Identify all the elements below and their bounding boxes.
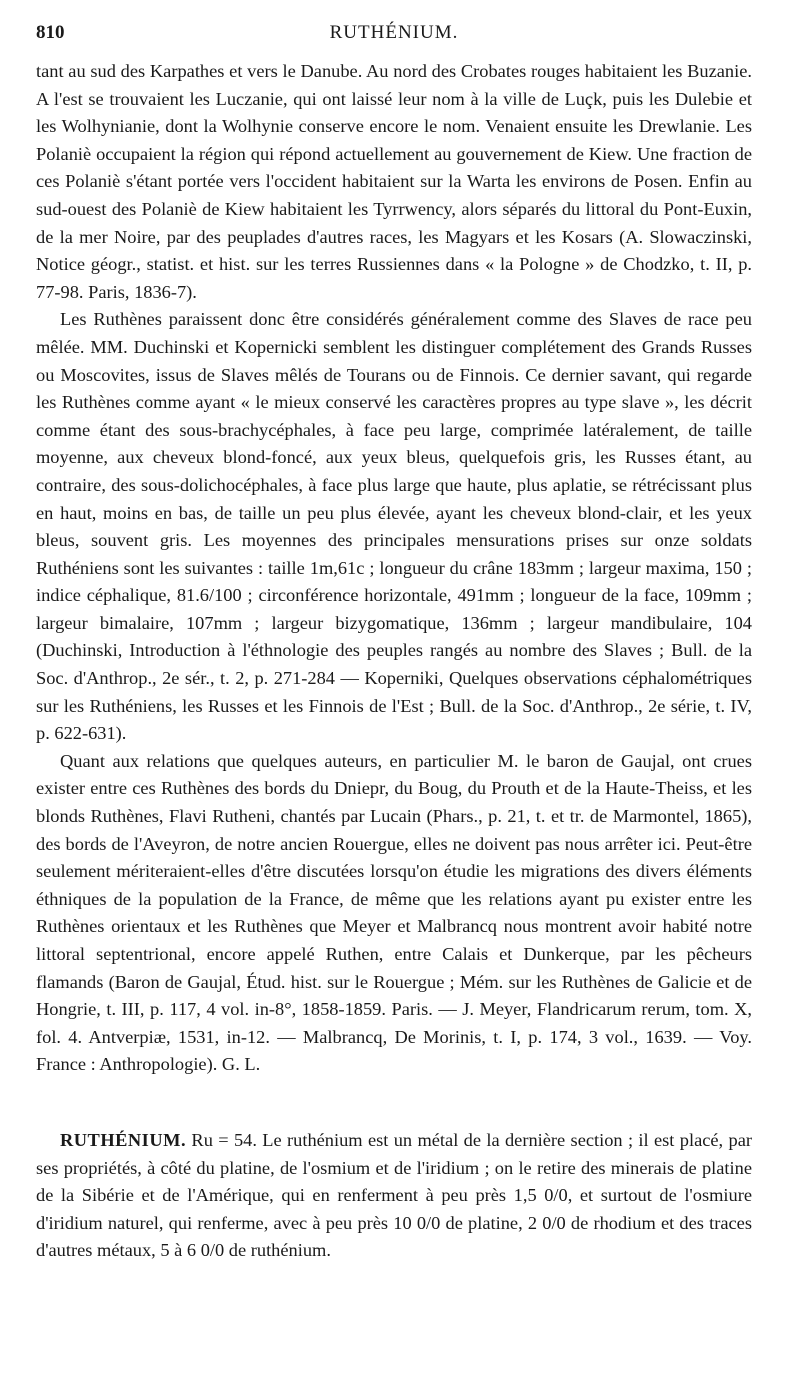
paragraph-ruthenes-2: Les Ruthènes paraissent donc être considérés généralement comme des Slaves de race peu mêlée. MM. Duchinski et Kopernicki semblent les distinguer complétement des Grands Russes ou Moscovites, issus de Slaves mêlés de Tourans ou de Finnois. Ce dernier savant, qui regarde les Ruthènes comme ayant « le mieux conservé les caractères propres au type slave », les décrit comme étant des sous-brachycéphales, à face peu large, comprimée latéralement, de taille moyenne, aux cheveux blond-foncé, aux yeux bleus, quelquefois gris, les Russes étant, au contraire, des sous-dolichocéphales, à face plus large que haute, plus aplatie, se rétrécissant plus en haut, moins en bas, de taille un peu plus élevée, ayant les cheveux blond-clair, et les yeux bleus, souvent gris. Les moyennes des principales mensurations prises sur onze soldats Ruthéniens sont les suivantes : taille 1m,61c ; longueur du crâne 183mm ; largeur maxima, 150 ; indice céphalique, 81.6/100 ; circonférence horizontale, 491mm ; longueur de la face, 109mm ; largeur bimalaire, 107mm ; largeur bizygomatique, 136mm ; largeur mandibulaire, 104 (Duchinski, Introduction à l'éthnologie des peuples rangés au nombre des Slaves ; Bull. de la Soc. d'Anthrop., 2e sér., t. 2, p. 271-284 — Koperniki, Quelques observations céphalométriques sur les Ruthéniens, les Russes et les Finnois de l'Est ; Bull. de la Soc. d'Anthrop., 2e série, t. IV, p. 622-631). [36,309,752,744]
paragraph-ruthenes-1: tant au sud des Karpathes et vers le Danube. Au nord des Crobates rouges habitaient les Buzanie. A l'est se trouvaient les Luczanie, qui ont laissé leur nom à la ville de Luçk, puis les Dulebie et les Wolhynianie, dont la Wolhynie conserve encore le nom. Venaient ensuite les Drewlanie. Les Polaniè occupaient la région qui répond actuellement au gouvernement de Kiew. Une fraction de ces Polaniè s'étant portée vers l'occident habitaient sur la Warta les environs de Posen. Enfin au sud-ouest des Polaniè de Kiew habitaient les Tyrrwency, alors séparés du littoral du Pont-Euxin, de la mer Noire, par des peuplades d'autres races, les Magyars et les Kosars (A. Slowaczinski, Notice géogr., statist. et hist. sur les terres Russiennes dans « la Pologne » de Chodzko, t. II, p. 77-98. Paris, 1836-7). [36,61,752,302]
ruthenium-body: Ru = 54. Le ruthénium est un métal de la dernière section ; il est placé, par ses propriétés, à côté du platine, de l'osmium et de l'iridium ; on le retire des minerais de platine de la Sibérie et de l'Amérique, qui en renferment à peu près 1,5 0/0, et surtout de l'osmiure d'iridium naturel, qui renferme, avec à peu près 10 0/0 de platine, 2 0/0 de rhodium et des traces d'autres métaux, 5 à 6 0/0 de ruthénium. [36,1129,752,1261]
paragraph-ruthenes-3: Quant aux relations que quelques auteurs, en particulier M. le baron de Gaujal, ont crues exister entre ces Ruthènes des bords du Dniepr, du Boug, du Prouth et de la Haute-Theiss, et les blonds Ruthènes, Flavi Rutheni, chantés par Lucain (Phars., p. 21, t. et tr. de Marmontel, 1865), des bords de l'Aveyron, de notre ancien Rouergue, elles ne doivent pas nous arrêter ici. Peut-être seulement mériteraient-elles d'être discutées lorsqu'on étudie les migrations des divers éléments éthniques de la population de la France, de même que les relations ayant pu exister entre les Ruthènes orientaux et les Ruthènes que Meyer et Malbrancq nous montrent avoir habité notre littoral septentrional, encore appelé Ruthen, entre Calais et Dunkerque, par les pêcheurs flamands (Baron de Gaujal, Étud. hist. sur le Rouergue ; Mém. sur les Ruthènes de Galicie et de Hongrie, t. III, p. 117, 4 vol. in-8°, 1858-1859. Paris. — J. Meyer, Flandricarum rerum, tom. X, fol. 4. Antverpiæ, 1531, in-12. — Malbrancq, De Morinis, t. I, p. 174, 3 vol., 1639. — Voy. France : Anthropologie). G. L. [36,750,752,1075]
article-ruthenium [36,1127,752,1265]
document-page [36,22,752,1265]
section-gap [36,1079,752,1127]
headword-ruthenium: RUTHÉNIUM. [60,1129,187,1150]
page-header [36,22,752,58]
running-head: RUTHÉNIUM. [329,22,459,43]
page-number: 810 [36,22,65,43]
